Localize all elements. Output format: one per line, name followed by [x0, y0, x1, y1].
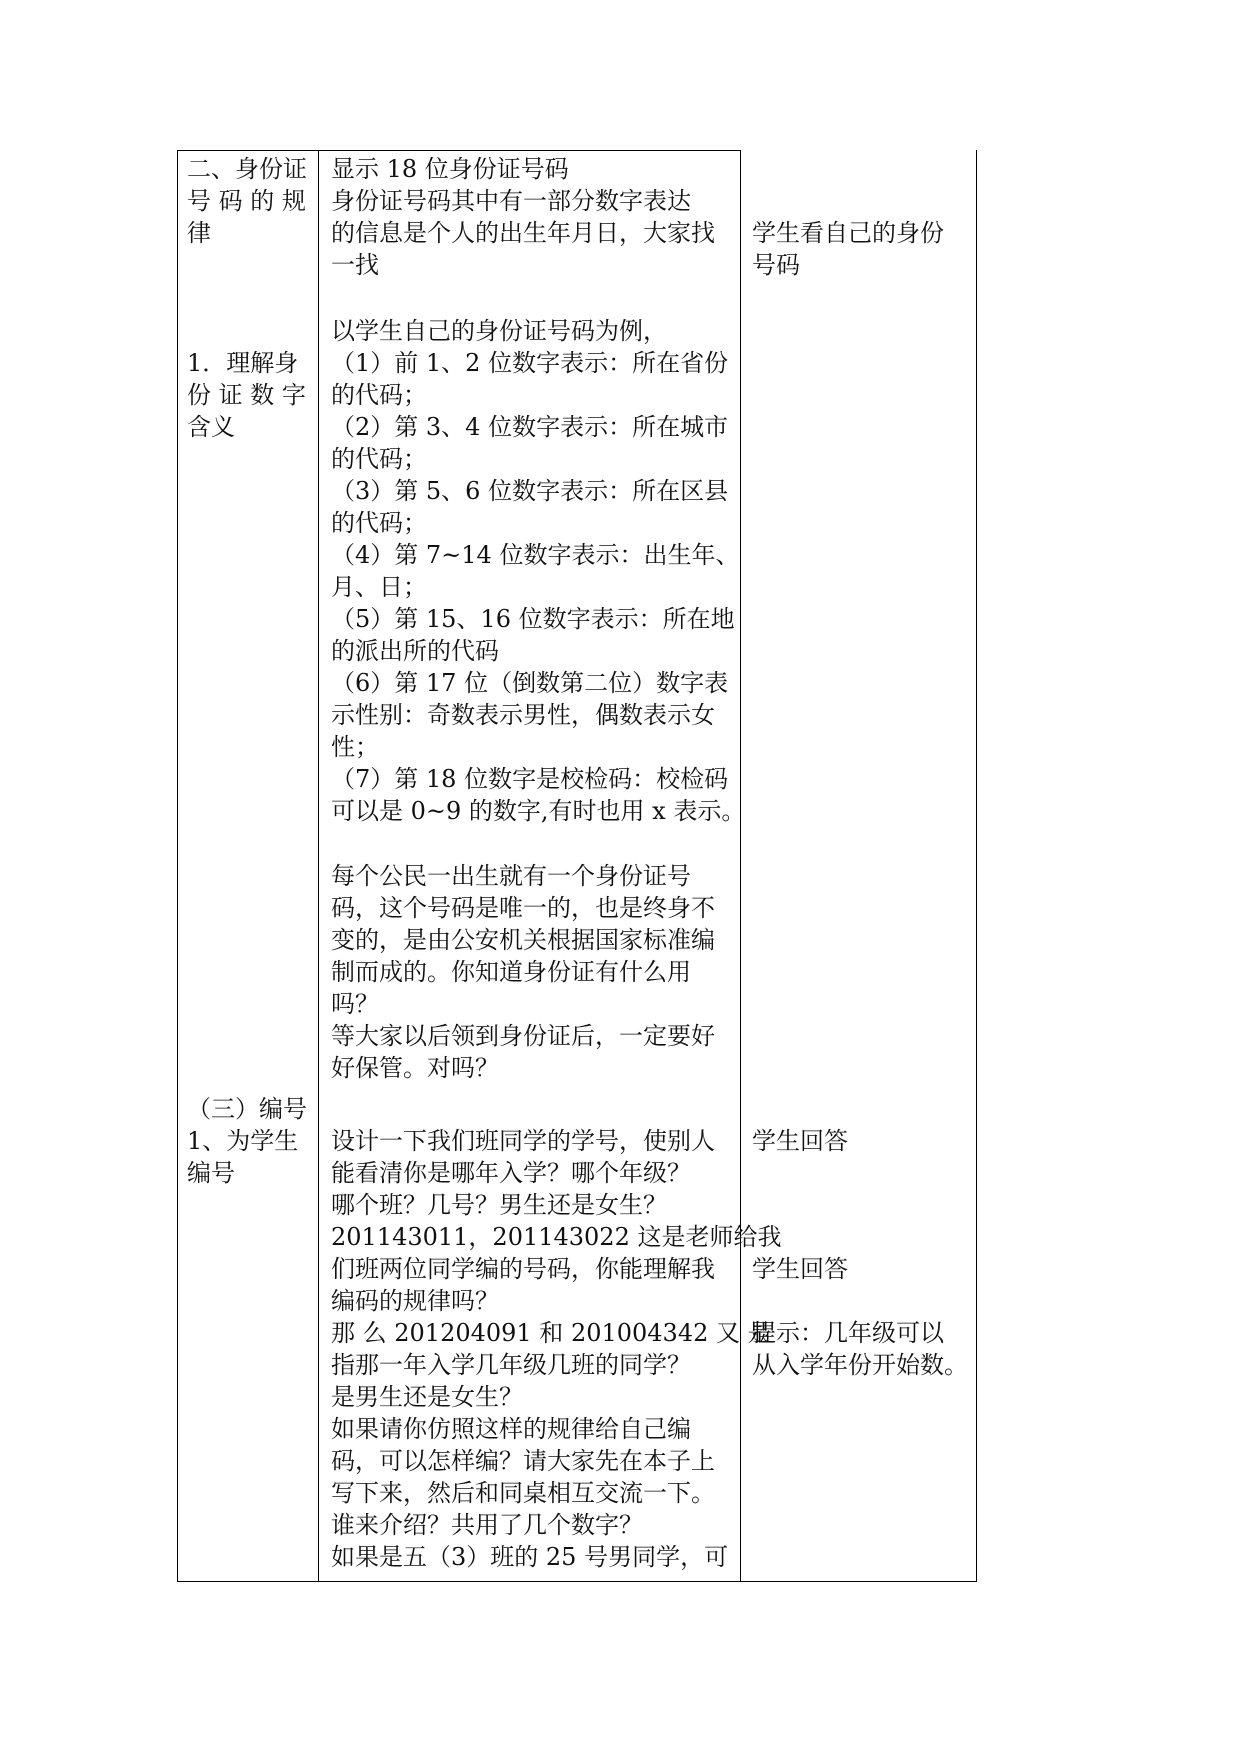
content-line: 201143011，201143022 这是老师给我	[331, 1223, 782, 1251]
content-line: 制而成的。你知道身份证有什么用	[331, 958, 691, 986]
content-line: 月、日；	[331, 573, 427, 601]
content-line: 的代码；	[331, 445, 427, 473]
section2-title-line: 律	[187, 219, 211, 247]
content-line: 谁来介绍？共用了几个数字？	[331, 1511, 643, 1539]
content-line: 编码的规律吗？	[331, 1287, 499, 1315]
content-line: （3）第 5、6 位数字表示：所在区县	[331, 477, 729, 505]
item1-title	[187, 347, 312, 443]
activity-line: 学生回答	[752, 1127, 848, 1155]
content-line: 是男生还是女生？	[331, 1383, 523, 1411]
item1-title-line: 含义	[187, 413, 235, 441]
content-line: 那 么 201204091 和 201004342 又 是	[331, 1319, 772, 1347]
item1-title-line: 份 证 数 字	[187, 381, 306, 409]
content-line: 能看清你是哪年入学？哪个年级？	[331, 1159, 691, 1187]
section2-title-line: 号 码 的 规	[187, 187, 306, 215]
section3-title	[187, 1093, 312, 1189]
content-line: 设计一下我们班同学的学号，使别人	[331, 1127, 715, 1155]
content-block-digits	[331, 315, 746, 827]
content-line: 等大家以后领到身份证后，一定要好	[331, 1022, 715, 1050]
content-line: 吗？	[331, 990, 379, 1018]
content-line: 的信息是个人的出生年月日，大家找	[331, 219, 715, 247]
activity-note-hint	[752, 1317, 972, 1381]
content-line: 码，可以怎样编？请大家先在本子上	[331, 1447, 715, 1475]
content-line: 变的，是由公安机关根据国家标准编	[331, 926, 715, 954]
content-block-citizen	[331, 860, 736, 1084]
activity-line: 号码	[752, 251, 800, 279]
content-line: （6）第 17 位（倒数第二位）数字表	[331, 669, 729, 697]
section2-title-line: 二、身份证	[187, 155, 307, 183]
content-line: 可以是 0~9 的数字,有时也用 x 表示。	[331, 797, 746, 825]
content-line: 写下来，然后和同桌相互交流一下。	[331, 1479, 715, 1507]
section2-title	[187, 153, 312, 249]
content-line: 每个公民一出生就有一个身份证号	[331, 862, 691, 890]
content-line: 指那一年入学几年级几班的同学？	[331, 1351, 691, 1379]
content-line: 示性别：奇数表示男性，偶数表示女	[331, 701, 715, 729]
activity-note-id-number	[752, 217, 972, 281]
content-line: 哪个班？几号？男生还是女生？	[331, 1191, 667, 1219]
activity-line: 学生看自己的身份	[752, 219, 944, 247]
activity-line: 学生回答	[752, 1255, 848, 1283]
content-block-intro	[331, 153, 736, 281]
content-line: 们班两位同学编的号码，你能理解我	[331, 1255, 715, 1283]
content-line: 一找	[331, 251, 379, 279]
content-line: 的派出所的代码	[331, 637, 499, 665]
activity-line: 从入学年份开始数。	[752, 1351, 968, 1379]
content-line: 显示 18 位身份证号码	[331, 155, 569, 183]
content-line: 身份证号码其中有一部分数字表达	[331, 187, 691, 215]
content-line: （1）前 1、2 位数字表示：所在省份	[331, 349, 729, 377]
content-line: 的代码；	[331, 381, 427, 409]
content-line: 好保管。对吗？	[331, 1054, 499, 1082]
section3-title-line: （三）编号	[187, 1095, 307, 1123]
content-block-student-number	[331, 1125, 782, 1573]
activity-note-answer	[752, 1125, 972, 1157]
content-line: 以学生自己的身份证号码为例，	[331, 317, 667, 345]
activity-note-answer	[752, 1253, 972, 1285]
section3-title-line: 编号	[187, 1159, 235, 1187]
item1-title-line: 1．理解身	[187, 349, 299, 377]
activity-line: 提示：几年级可以	[752, 1319, 944, 1347]
content-line: 性；	[331, 733, 379, 761]
section3-title-line: 1、为学生	[187, 1127, 299, 1155]
content-line: （4）第 7~14 位数字表示：出生年、	[331, 541, 740, 569]
content-line: 码，这个号码是唯一的，也是终身不	[331, 894, 715, 922]
content-line: （5）第 15、16 位数字表示：所在地	[331, 605, 735, 633]
content-line: （7）第 18 位数字是校检码：校检码	[331, 765, 729, 793]
content-line: 的代码；	[331, 509, 427, 537]
content-line: （2）第 3、4 位数字表示：所在城市	[331, 413, 729, 441]
content-line: 如果是五（3）班的 25 号男同学，可	[331, 1543, 729, 1571]
content-line: 如果请你仿照这样的规律给自己编	[331, 1415, 691, 1443]
